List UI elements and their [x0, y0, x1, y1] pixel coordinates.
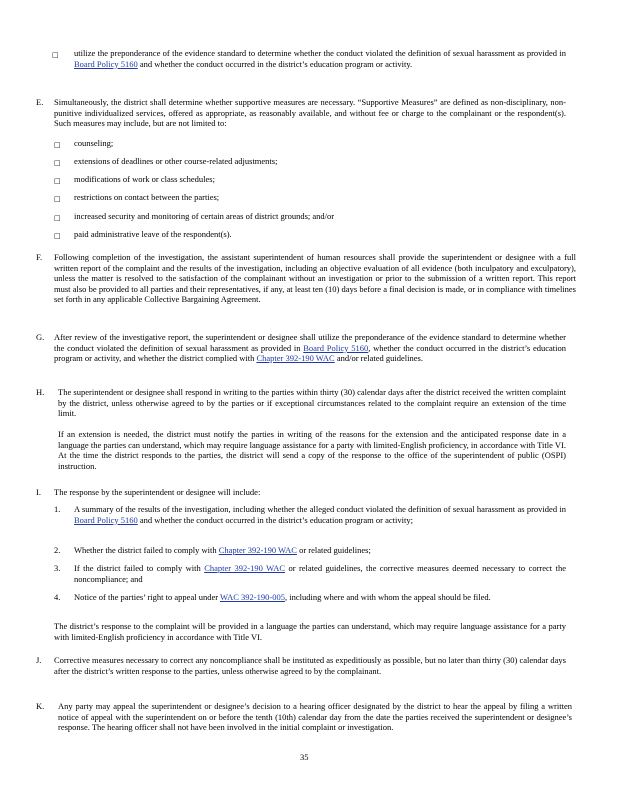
bullet-icon: □	[52, 51, 59, 59]
list-item: paid administrative leave of the respondent(s).	[74, 229, 232, 239]
list-item: increased security and monitoring of certain areas of district grounds; and/or	[74, 211, 335, 221]
section-h-extension-paragraph: If an extension is needed, the district must notify the parties in writing of the reasons for the extension and the anticipated response date in a language the parties can understand, which may require language assistance for a party with limited-English proficiency, in accordance with Title VI. At the time the district responds to the parties, the district will send a copy of the response to the office of the superintendent of public (OSPI) instruction.	[58, 429, 566, 471]
section-g-label: G.	[36, 332, 45, 342]
section-i-label: I.	[36, 487, 41, 497]
list-item: If the district failed to comply with Chapter 392-190 WAC or related guidelines, the corrective measures deemed necessary to correct the noncompliance; and	[74, 563, 566, 584]
section-f-label: F.	[36, 252, 43, 262]
section-k-label: K.	[36, 701, 45, 711]
list-number: 3.	[54, 563, 61, 573]
list-number: 2.	[54, 545, 61, 555]
top-bullet-paragraph: utilize the preponderance of the evidence standard to determine whether the conduct violated the definition of sexual harassment as provided in Board Policy 5160 and whether the conduct occurred in the district’s education program or activity.	[74, 48, 566, 69]
board-policy-5160-link[interactable]: Board Policy 5160	[74, 58, 138, 69]
section-f-paragraph: Following completion of the investigation, the assistant superintendent of human resources shall provide the superintendent or designee with a full written report of the complaint and the results of the investigation, including an objective evaluation of all evidence (both inculpatory and exculpatory), unless the matter is resolved to the satisfaction of the complainant without an investigation or prior to the submission of a written report. This report must also be provided to all parties and their representatives, if any, at least ten (10) days before a final decision is made, or in compliance with timelines set forth in any applicable Collective Bargaining Agreement.	[54, 252, 576, 305]
list-item: modifications of work or class schedules;	[74, 174, 215, 184]
section-j-label: J.	[36, 655, 42, 665]
list-item: Whether the district failed to comply with Chapter 392-190 WAC or related guidelines;	[74, 545, 371, 555]
section-g-paragraph: After review of the investigative report, the superintendent or designee shall utilize the preponderance of the evidence standard to determine whether the conduct violated the definition of sexual harassment as provided in Board Policy 5160, whether the conduct occurred in the district’s education program or activity, and whether the district complied with Chapter 392-190 WAC and/or related guidelines.	[54, 332, 567, 364]
section-i-closing: The district’s response to the complaint will be provided in a language the parties can understand, which may require language assistance for a party with limited-English proficiency in accordance with Title VI.	[54, 621, 566, 642]
section-h-paragraph: The superintendent or designee shall respond in writing to the parties within thirty (30) calendar days after the district received the written complaint by the district, unless otherwise agreed to by the parties or if exceptional circumstances related to the complaint require an extension of the time limit.	[58, 387, 566, 419]
wac-392-190-005-link[interactable]: WAC 392-190-005	[220, 592, 285, 602]
section-i-intro: The response by the superintendent or designee will include:	[54, 487, 261, 497]
bullet-icon: □	[54, 214, 61, 222]
bullet-icon: □	[54, 159, 61, 167]
list-item: A summary of the results of the investigation, including whether the alleged conduct violated the definition of sexual harassment as provided in Board Policy 5160 and whether the conduct occurred in the district’s education program or activity;	[74, 504, 566, 525]
list-item: Notice of the parties’ right to appeal under WAC 392-190-005, including where and with whom the appeal should be filed.	[74, 592, 491, 602]
section-k-paragraph: Any party may appeal the superintendent or designee’s decision to a hearing officer designated by the district to hear the appeal by filing a written notice of appeal with the superintendent on or before the tenth (10th) calendar day from the date the parties received the superintendent or designee’s response. The hearing officer shall not have been involved in the initial complaint or investigation.	[58, 701, 572, 733]
page-number: 35	[300, 752, 309, 762]
list-number: 1.	[54, 504, 61, 514]
board-policy-5160-link[interactable]: Board Policy 5160	[303, 342, 369, 353]
section-e-label: E.	[36, 97, 44, 107]
chapter-392-190-wac-link[interactable]: Chapter 392-190 WAC	[256, 353, 335, 364]
board-policy-5160-link[interactable]: Board Policy 5160	[74, 514, 138, 525]
bullet-icon: □	[54, 141, 61, 149]
chapter-392-190-wac-link[interactable]: Chapter 392-190 WAC	[218, 545, 297, 555]
bullet-icon: □	[54, 195, 61, 203]
list-number: 4.	[54, 592, 61, 602]
list-item: extensions of deadlines or other course-related adjustments;	[74, 156, 278, 166]
section-j-paragraph: Corrective measures necessary to correct any noncompliance shall be instituted as expeditiously as possible, but no later than thirty (30) calendar days after the district’s written response to the parties, unless otherwise agreed to by the complainant.	[54, 655, 566, 676]
section-e-paragraph: Simultaneously, the district shall determine whether supportive measures are necessary. “Supportive Measures” are defined as non-disciplinary, non-punitive individualized services, offered as appropriate, as reasonably available, and without fee or charge to the complainant or the respondent(s). Such measures may include, but are not limited to:	[54, 97, 566, 129]
list-item: counseling;	[74, 138, 114, 148]
chapter-392-190-wac-link[interactable]: Chapter 392-190 WAC	[204, 563, 286, 573]
bullet-icon: □	[54, 177, 61, 185]
list-item: restrictions on contact between the parties;	[74, 192, 220, 202]
section-h-label: H.	[36, 387, 45, 397]
bullet-icon: □	[54, 232, 61, 240]
